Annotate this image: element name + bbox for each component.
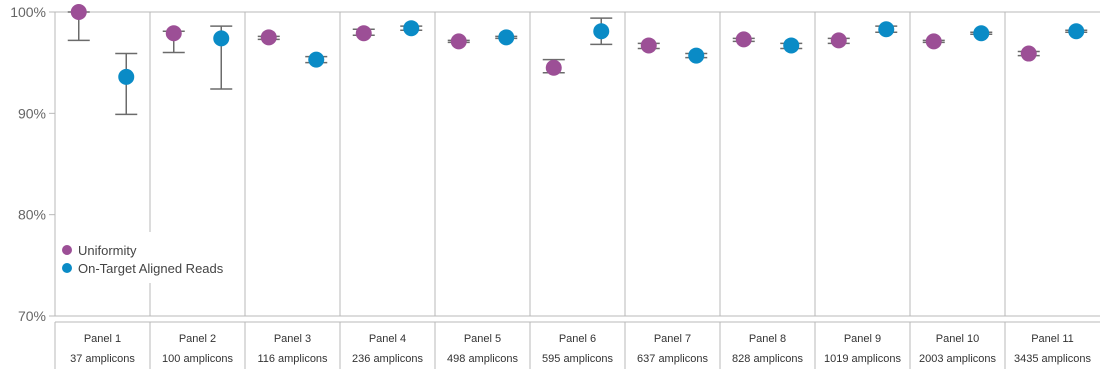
data-point-on-target — [498, 29, 514, 45]
category-sublabel: 236 amplicons — [352, 353, 423, 365]
data-point-on-target — [593, 23, 609, 39]
y-tick-label: 100% — [10, 4, 46, 20]
data-point-on-target — [308, 52, 324, 68]
data-point-uniformity — [736, 31, 752, 47]
data-point-uniformity — [926, 33, 942, 49]
category-sublabel: 37 amplicons — [70, 353, 135, 365]
y-axis — [10, 4, 55, 324]
category-label: Panel 1 — [83, 333, 122, 345]
data-point-on-target — [973, 25, 989, 41]
data-point-on-target — [118, 69, 134, 85]
category-sublabel: 828 amplicons — [732, 353, 803, 365]
data-point-uniformity — [71, 4, 87, 20]
data-point-uniformity — [451, 33, 467, 49]
data-point-on-target — [213, 30, 229, 46]
category-sublabel: 637 amplicons — [637, 353, 708, 365]
category-sublabel: 100 amplicons — [162, 353, 233, 365]
error-bars — [68, 12, 1088, 114]
category-label: Panel 5 — [463, 333, 502, 345]
legend-marker — [62, 245, 72, 255]
category-sublabel: 1019 amplicons — [823, 353, 902, 365]
data-point-uniformity — [356, 25, 372, 41]
data-points — [71, 4, 1085, 85]
data-point-on-target — [688, 48, 704, 64]
category-label: Panel 11 — [1031, 333, 1074, 345]
y-tick-label: 80% — [17, 206, 46, 223]
data-point-on-target — [878, 21, 894, 37]
y-tick-label: 90% — [17, 105, 46, 122]
data-point-uniformity — [261, 29, 277, 45]
category-label: Panel 2 — [178, 333, 217, 345]
category-label: Panel 10 — [935, 333, 980, 345]
data-point-uniformity — [831, 32, 847, 48]
category-sublabel: 116 amplicons — [257, 353, 328, 365]
data-point-on-target — [783, 37, 799, 53]
data-point-uniformity — [641, 37, 657, 53]
category-label: Panel 7 — [653, 333, 692, 345]
legend-marker — [62, 263, 72, 273]
legend — [62, 243, 224, 276]
category-label: Panel 3 — [273, 333, 312, 345]
data-point-on-target — [1068, 23, 1084, 39]
category-label: Panel 4 — [368, 333, 407, 345]
data-point-uniformity — [1021, 46, 1037, 62]
category-sublabel: 3435 amplicons — [1013, 353, 1092, 365]
x-axis-categories — [55, 322, 1100, 369]
category-sublabel: 498 amplicons — [447, 353, 518, 365]
y-tick-label: 70% — [17, 308, 46, 324]
data-point-on-target — [403, 20, 419, 36]
category-label: Panel 8 — [748, 333, 787, 345]
category-label: Panel 9 — [843, 333, 882, 345]
legend-label: On-Target Aligned Reads — [78, 261, 224, 276]
data-point-uniformity — [546, 60, 562, 76]
category-sublabel: 2003 amplicons — [918, 353, 997, 365]
category-label: Panel 6 — [558, 333, 597, 345]
legend-label: Uniformity — [78, 243, 137, 258]
data-point-uniformity — [166, 25, 182, 41]
category-sublabel: 595 amplicons — [542, 353, 613, 365]
